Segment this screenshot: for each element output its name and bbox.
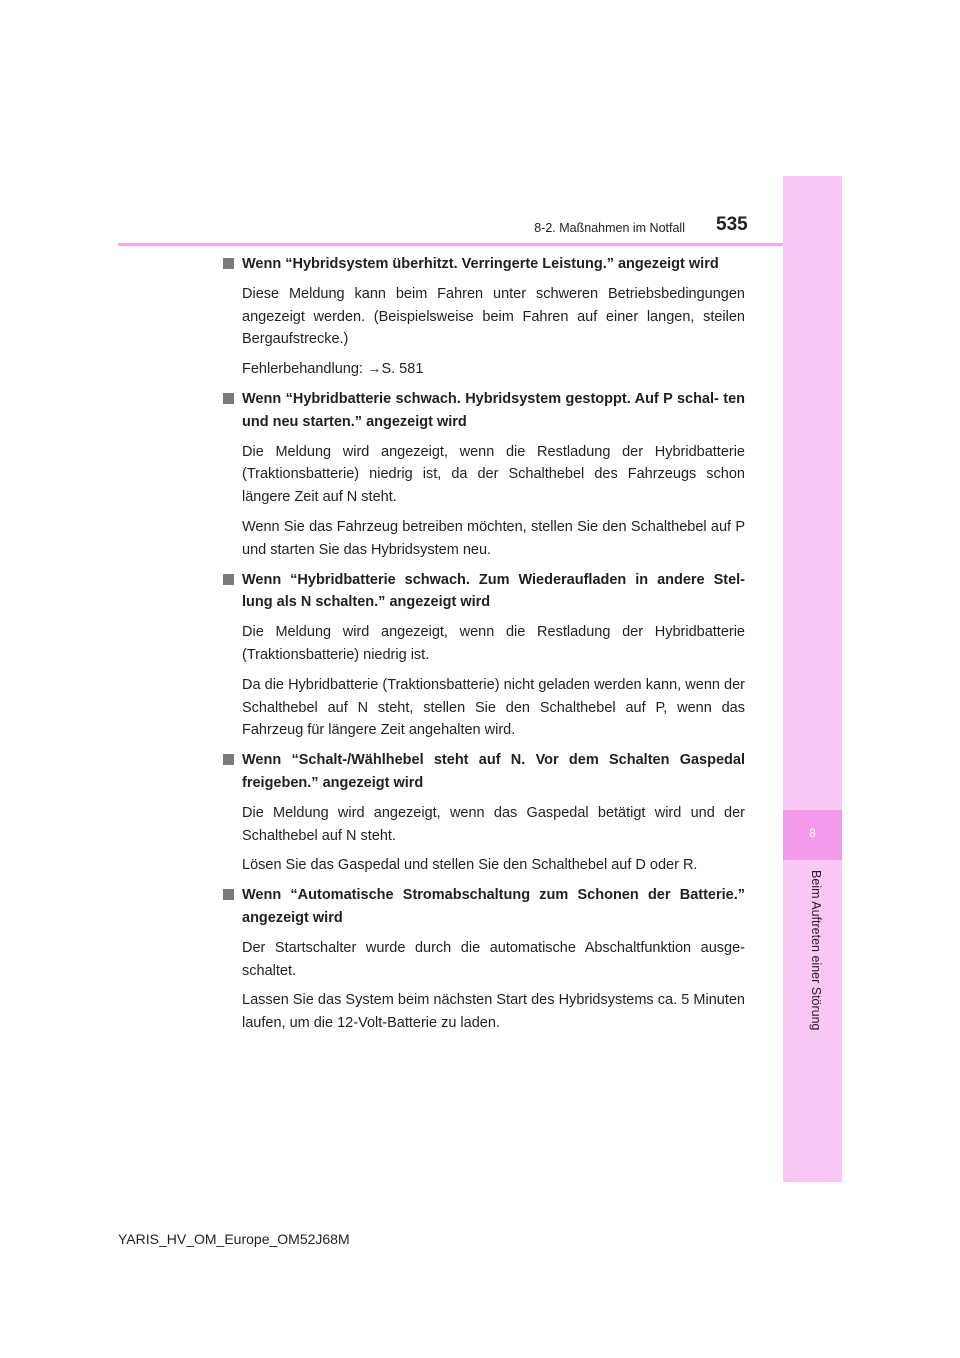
message-heading-text: Wenn “Hybridsystem überhitzt. Verringerte Leistung.” angezeigt wird bbox=[242, 256, 719, 272]
chapter-label-container bbox=[783, 870, 842, 1170]
page-content bbox=[221, 253, 745, 1042]
paragraph: Diese Meldung kann beim Fahren unter schweren Betriebsbedingungen angezeigt werden. (Beispielsweise beim Fahren auf einer langen, steilen Bergaufstrecke.) bbox=[242, 285, 745, 348]
chapter-number: 8 bbox=[809, 826, 816, 840]
paragraph: Da die Hybridbatterie (Traktionsbatterie) nicht geladen werden kann, wenn der Schalthebel auf N steht, stellen Sie den Schalthebel auf P, wenn das Fahrzeug für längere Zeit angehalten wird. bbox=[242, 676, 745, 739]
square-bullet-icon bbox=[223, 889, 234, 900]
paragraph: Lassen Sie das System beim nächsten Start des Hybridsystems ca. 5 Minuten laufen, um die 12-Volt-Batterie zu laden. bbox=[242, 992, 745, 1032]
paragraph: Die Meldung wird angezeigt, wenn die Restladung der Hybridbatterie (Traktionsbatterie) niedrig ist. bbox=[242, 624, 745, 663]
message-block bbox=[221, 388, 745, 562]
paragraph: Fehlerbehandlung: →S. 581 bbox=[242, 361, 424, 378]
message-heading bbox=[221, 388, 745, 434]
message-block bbox=[221, 253, 745, 381]
square-bullet-icon bbox=[223, 393, 234, 404]
message-block bbox=[221, 569, 745, 743]
message-heading-text: Wenn “Automatische Stromabschaltung zum Schonen der Batterie.” angezeigt wird bbox=[242, 887, 745, 926]
message-heading bbox=[221, 253, 745, 276]
paragraph: Die Meldung wird angezeigt, wenn das Gaspedal betätigt wird und der Schalthebel auf N steht. bbox=[242, 804, 745, 844]
paragraph: Der Startschalter wurde durch die automatische Abschaltfunktion ausge- schaltet. bbox=[242, 939, 745, 979]
message-block bbox=[221, 884, 745, 1035]
square-bullet-icon bbox=[223, 258, 234, 269]
document-id: YARIS_HV_OM_Europe_OM52J68M bbox=[118, 1231, 350, 1247]
message-heading-text: Wenn “Hybridbatterie schwach. Zum Wiederaufladen in andere Stel- lung als N schalten.” angezeigt wird bbox=[242, 571, 745, 611]
message-heading bbox=[221, 749, 745, 795]
paragraph: Lösen Sie das Gaspedal und stellen Sie den Schalthebel auf D oder R. bbox=[242, 857, 698, 874]
message-heading-text: Wenn “Hybridbatterie schwach. Hybridsystem gestoppt. Auf P schal- ten und neu starten.” angezeigt wird bbox=[242, 390, 745, 430]
section-title: 8-2. Maßnahmen im Notfall bbox=[534, 221, 685, 235]
square-bullet-icon bbox=[223, 574, 234, 585]
message-heading bbox=[221, 884, 745, 930]
paragraph: Wenn Sie das Fahrzeug betreiben möchten, stellen Sie den Schalthebel auf P und starten Sie das Hybridsystem neu. bbox=[242, 518, 745, 558]
square-bullet-icon bbox=[223, 754, 234, 765]
message-heading-text: Wenn “Schalt-/Wählhebel steht auf N. Vor dem Schalten Gaspedal freigeben.” angezeigt wird bbox=[242, 752, 745, 791]
message-block bbox=[221, 749, 745, 877]
page-number: 535 bbox=[716, 214, 748, 235]
chapter-label: Beim Auftreten einer Störung bbox=[809, 870, 823, 1031]
message-heading bbox=[221, 569, 745, 615]
header-divider bbox=[118, 243, 783, 246]
paragraph: Die Meldung wird angezeigt, wenn die Restladung der Hybridbatterie (Traktionsbatterie) niedrig ist, da der Schalthebel des Fahrzeugs schon längere Zeit auf N steht. bbox=[242, 443, 745, 506]
